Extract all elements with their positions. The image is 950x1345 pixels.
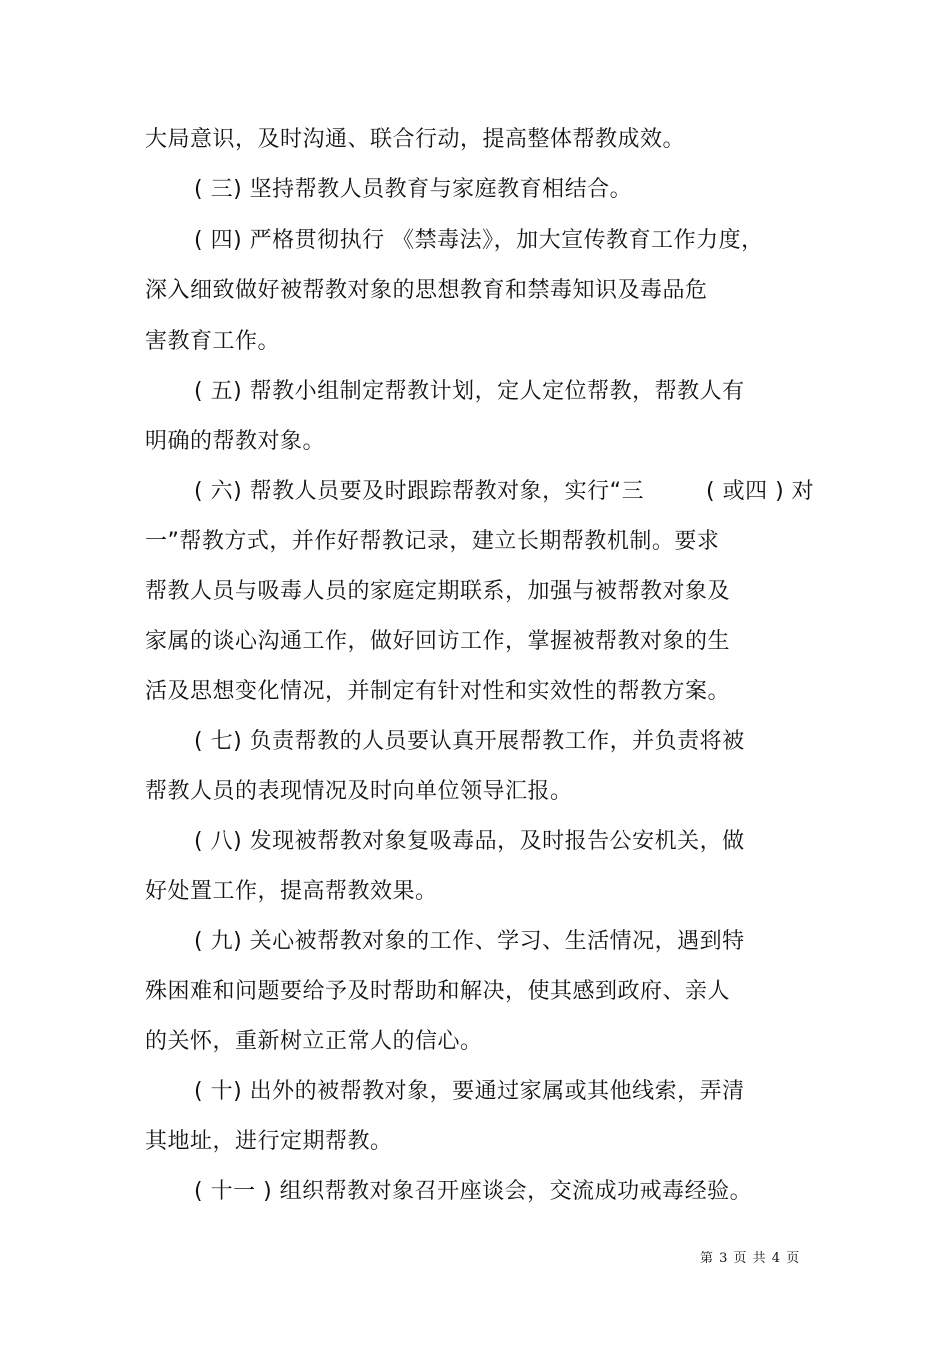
- text-line: 活及思想变化情况，并制定有针对性和实效性的帮教方案。: [145, 679, 731, 704]
- text-line: ( 五) 帮教小组制定帮教计划，定人定位帮教，帮教人有: [194, 379, 745, 404]
- text-line: 好处置工作，提高帮教效果。: [145, 879, 438, 904]
- text-line: ( 十一 ) 组织帮教对象召开座谈会，交流成功戒毒经验。: [194, 1179, 753, 1204]
- text-line: ( 或四 ) 对: [706, 479, 815, 504]
- text-line: ( 七) 负责帮教的人员要认真开展帮教工作，并负责将被: [194, 729, 745, 754]
- text-line: 大局意识，及时沟通、联合行动，提高整体帮教成效。: [145, 127, 686, 152]
- text-line: 殊困难和问题要给予及时帮助和解决，使其感到政府、亲人: [145, 979, 731, 1004]
- text-line: ( 九) 关心被帮教对象的工作、学习、生活情况，遇到特: [194, 929, 745, 954]
- text-line: 家属的谈心沟通工作，做好回访工作，掌握被帮教对象的生: [145, 629, 731, 654]
- text-line: 深入细致做好被帮教对象的思想教育和禁毒知识及毒品危: [145, 278, 708, 303]
- text-line: 明确的帮教对象。: [145, 429, 326, 454]
- text-line: 害教育工作。: [145, 329, 281, 354]
- text-line: 一”帮教方式，并作好帮教记录，建立长期帮教机制。要求: [145, 529, 720, 554]
- text-line: ( 十) 出外的被帮教对象，要通过家属或其他线索，弄清: [194, 1079, 745, 1104]
- text-line: ( 四) 严格贯彻执行 《禁毒法》，加大宣传教育工作力度，: [194, 228, 764, 253]
- text-line: 帮教人员与吸毒人员的家庭定期联系，加强与被帮教对象及: [145, 579, 731, 604]
- text-line: 的关怀，重新树立正常人的信心。: [145, 1029, 483, 1054]
- page-number: 第 3 页 共 4 页: [700, 1251, 800, 1266]
- text-line: 帮教人员的表现情况及时向单位领导汇报。: [145, 779, 573, 804]
- text-line: ( 三) 坚持帮教人员教育与家庭教育相结合。: [194, 177, 633, 202]
- text-line: ( 六) 帮教人员要及时跟踪帮教对象，实行“三: [194, 479, 645, 504]
- text-line: ( 八) 发现被帮教对象复吸毒品，及时报告公安机关，做: [194, 829, 745, 854]
- text-line: 其地址，进行定期帮教。: [145, 1129, 393, 1154]
